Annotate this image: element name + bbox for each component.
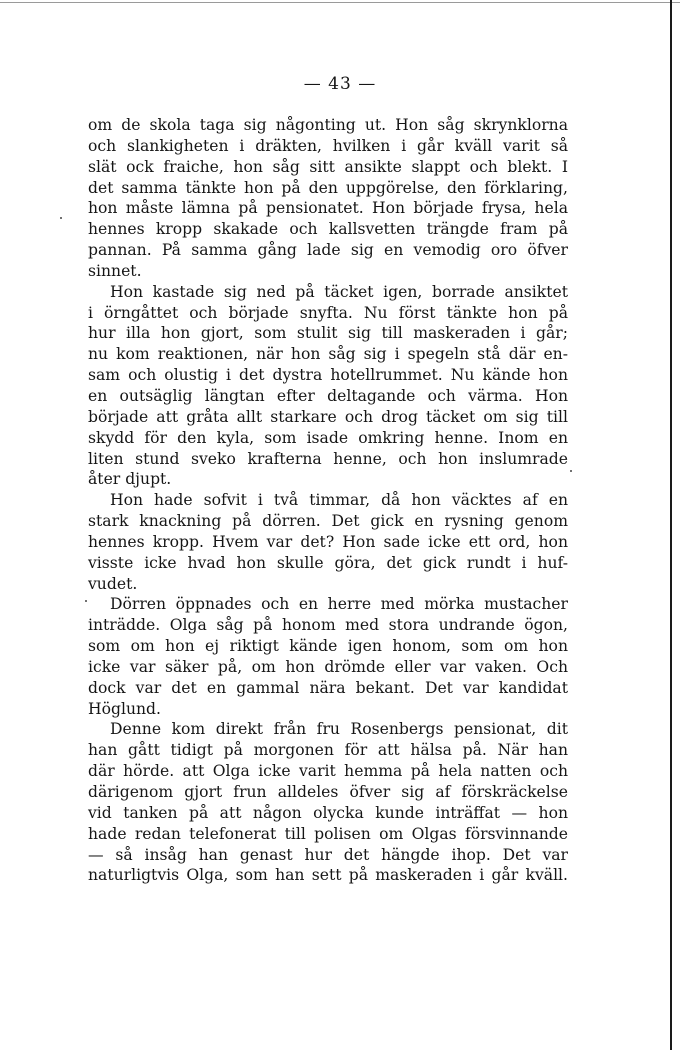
text-line: stark knackning på dörren. Det gick en rysning genom — [88, 512, 568, 531]
scan-speck — [570, 470, 572, 472]
text-line: icke var säker på, om hon drömde eller var vaken. Och — [88, 657, 568, 676]
text-line: en outsäglig längtan efter deltagande och värma. Hon — [88, 386, 568, 405]
body-text — [88, 115, 568, 886]
scan-speck — [60, 217, 62, 219]
text-line: därigenom gjort frun alldeles öfver sig af förskräckelse — [88, 783, 568, 801]
text-line: åter djupt. — [88, 470, 172, 489]
text-line: hennes kropp skakade och kallsvetten trängde fram på — [88, 220, 568, 239]
text-line: — så insåg han genast hur det hängde ihop. Det var — [88, 845, 568, 864]
text-line: vid tanken på att någon olycka kunde inträffat — hon — [88, 803, 568, 822]
text-line: Dörren öppnades och en herre med mörka mustacher — [110, 595, 568, 614]
scan-right-edge — [670, 0, 672, 1050]
text-line: skydd för den kyla, som isade omkring henne. Inom en — [88, 428, 568, 447]
text-line: hur illa hon gjort, som stulit sig till maskeraden i går; — [88, 324, 568, 343]
text-line: liten stund sveko krafterna henne, och hon inslumrade — [88, 449, 568, 468]
text-line: inträdde. Olga såg på honom med stora undrande ögon, — [88, 616, 568, 635]
text-line: det samma tänkte hon på den uppgörelse, den förklaring, — [88, 178, 568, 197]
text-line: om de skola taga sig någonting ut. Hon såg skrynklorna — [88, 116, 568, 134]
text-line: Denne kom direkt från fru Rosenbergs pensionat, dit — [110, 720, 568, 739]
text-line: Hon hade sofvit i två timmar, då hon väcktes af en — [110, 491, 568, 510]
text-line: nu kom reaktionen, när hon såg sig i spegeln stå där en- — [88, 345, 568, 364]
text-line: naturligtvis Olga, som han sett på maskeraden i går kväll. — [88, 866, 568, 885]
text-line: i örngåttet och började snyfta. Nu först tänkte hon på — [88, 303, 568, 322]
text-line: slät ock fraiche, hon såg sitt ansikte slappt och blekt. I — [88, 157, 568, 176]
text-line: dock var det en gammal nära bekant. Det var kandidat — [88, 678, 568, 697]
scan-speck — [85, 600, 87, 602]
text-line: sam och olustig i det dystra hotellrummet. Nu kände hon — [88, 366, 568, 385]
text-line: Höglund. — [88, 699, 161, 718]
text-line: vudet. — [88, 574, 138, 593]
text-line: sinnet. — [88, 261, 142, 280]
text-line: som om hon ej riktigt kände igen honom, som om hon — [88, 637, 568, 656]
text-line: hade redan telefonerat till polisen om Olgas försvinnande — [88, 824, 568, 843]
page-number: — 43 — — [303, 74, 377, 94]
text-line: visste icke hvad hon skulle göra, det gick rundt i huf- — [88, 553, 568, 572]
text-line: pannan. På samma gång lade sig en vemodig oro öfver — [88, 241, 568, 260]
text-line: och slankigheten i dräkten, hvilken i går kväll varit så — [88, 136, 568, 155]
text-line: hennes kropp. Hvem var det? Hon sade icke ett ord, hon — [88, 532, 568, 551]
text-line: hon måste lämna på pensionatet. Hon började frysa, hela — [88, 199, 568, 218]
text-line: Hon kastade sig ned på täcket igen, borrade ansiktet — [110, 282, 568, 301]
text-line: där hörde. att Olga icke varit hemma på hela natten och — [88, 762, 568, 781]
text-line: han gått tidigt på morgonen för att hälsa på. När han — [88, 741, 568, 760]
text-line: började att gråta allt starkare och drog täcket om sig till — [88, 407, 568, 426]
scan-top-edge — [0, 2, 680, 3]
